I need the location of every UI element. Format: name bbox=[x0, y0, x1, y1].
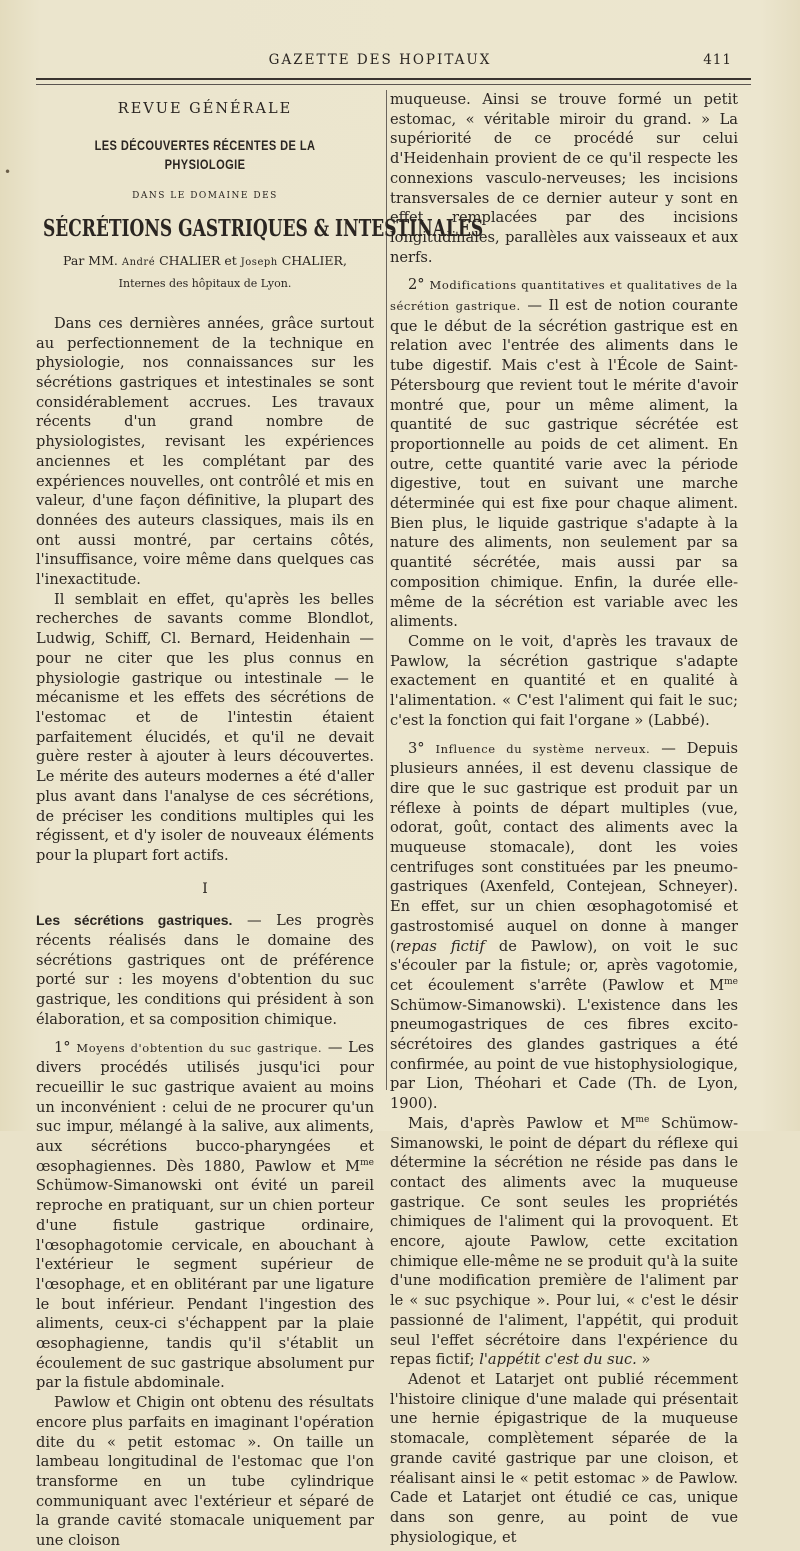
paragraph-body: Mais, d'après Pawlow et M bbox=[408, 1114, 636, 1132]
paragraph: Pawlow et Chigin ont obtenu des résultats encore plus parfaits en imaginant l'opération dite du « petit estomac ». On taille un lambeau longitudinal de l'estomac que l'on transforme en un tube cylindrique communiquant avec l'extérieur et séparé de la grande cavité stomacale uniquement par une cloison bbox=[36, 1394, 374, 1550]
italic-text: repas fictif bbox=[395, 937, 485, 955]
paragraph bbox=[390, 739, 738, 1114]
article-title-line1: LES DÉCOUVERTES RÉCENTES DE LA PHYSIOLOGIE bbox=[94, 137, 316, 173]
superscript: me bbox=[635, 1115, 650, 1125]
author1-first: André bbox=[121, 256, 156, 268]
byline-et: et bbox=[224, 252, 237, 268]
paragraph-body: » bbox=[636, 1351, 651, 1369]
affiliation: Internes des hôpitaux de Lyon. bbox=[118, 277, 292, 291]
paragraph bbox=[36, 911, 374, 1029]
page-header bbox=[0, 52, 800, 72]
paragraph bbox=[36, 1038, 374, 1394]
byline bbox=[36, 251, 374, 273]
paragraph-body: — Les progrès récents réalisés dans le domaine des sécrétions gastriques ont de préférence porté sur : les moyens d'obtention du suc gastrique, les conditions qui président à son élaboration, et sa composition chimique. bbox=[36, 912, 374, 1028]
italic-text: l'appétit c'est du suc. bbox=[479, 1351, 637, 1369]
paragraph: Il semblait en effet, qu'après les belles recherches de savants comme Blondlot, Ludwig, Schiff, Cl. Bernard, Heidenhain — pour ne citer que les plus connus en physiologie gastrique ou intestinale — le mécanisme et les effets des sécrétions de l'estomac et de l'intestin étaient parfaitement élucidés, et qu'il ne devait guère rester à ajouter à leurs découvertes. Le mérite des auteurs modernes a été d'aller plus avant dans l'analyse de ces sécrétions, de préciser les conditions multiples qui les régissent, et d'y isoler de nouveaux éléments pour la plupart fort actifs. bbox=[36, 590, 374, 864]
article-title-line2: DANS LE DOMAINE DES bbox=[132, 191, 278, 202]
paragraph-body: de Pawlow), on voit le suc s'écouler par la fistule; or, après vagotomie, cet écoulement s'arrête (Pawlow et M bbox=[390, 937, 739, 994]
superscript: me bbox=[360, 1157, 374, 1168]
author1-last: CHALIER bbox=[159, 252, 221, 268]
paragraph-heading: Moyens d'obtention du suc gastrique. bbox=[76, 1040, 323, 1055]
paragraph: muqueuse. Ainsi se trouve formé un petit estomac, « véritable miroir du grand. » La supériorité de ce procédé sur celui d'Heidenhain provient de ce qu'il respecte les connexions vasculo-nerveuses; les incisions transversales de ce dernier auteur y sont en effet remplacées par des incisions longitudinales, parallèles aux vaisseaux et aux nerfs. bbox=[390, 91, 738, 266]
margin-mark: • bbox=[4, 165, 12, 179]
header-rule bbox=[36, 78, 751, 80]
running-title: GAZETTE DES HOPITAUX bbox=[268, 52, 492, 68]
paragraph-heading: Influence du système nerveux. bbox=[435, 741, 651, 756]
superscript: me bbox=[724, 977, 738, 988]
section-heading: REVUE GÉNÉRALE bbox=[117, 101, 293, 117]
paragraph-body: — Les divers procédés utilisés jusqu'ici pour recueillir le suc gastrique avaient au moins un inconvénient : celui de ne procurer qu'un suc impur, mélangé à la salive, aux aliments, aux sécrétions bucco-pharyngées et œsophagiennes. Dès 1880, Pawlow et M bbox=[36, 1038, 374, 1175]
author2-first: Joseph bbox=[240, 256, 278, 268]
header-rule-thin bbox=[36, 84, 751, 85]
paragraph bbox=[390, 1114, 738, 1370]
item-number: 3° bbox=[408, 739, 425, 757]
paragraph-body: Schümow-Simanowski, le point de départ du réflexe qui détermine la sécrétion ne réside pas dans le contact des aliments avec la muqueuse gastrique. Ce sont seules les propriétés chimiques de l'aliment qui la provoquent. Et encore, ajoute Pawlow, cette excitation chimique elle-même ne se produit qu'à la suite d'une modification première de l'aliment par le « suc psychique ». Pour lui, « c'est le désir passionné de l'aliment, l'appétit, qui produit seul l'effet sécrétoire dans l'expérience du repas fictif; bbox=[390, 1114, 738, 1369]
paragraph bbox=[390, 275, 738, 632]
paragraph-heading: Modifications quantitatives et qualitatives de la sécrétion gastrique. bbox=[390, 278, 738, 314]
paragraph-heading: Les sécrétions gastriques. bbox=[36, 912, 233, 929]
right-column bbox=[390, 90, 738, 1547]
paragraph-body: — Il est de notion courante que le début de la sécrétion gastrique est en relation avec l'entrée des aliments dans le tube digestif. Mais c'est à l'École de Saint-Pétersbourg que revient tout le mérite d'avoir montré que, pour un même aliment, la quantité de suc gastrique sécrétée est proportionnelle au poids de cet aliment. En outre, cette quantité varie avec la période digestive, tout en suivant une marche déterminée qui est fixe pour chaque aliment. Bien plus, le liquide gastrique s'adapte à la nature des aliments, non seulement par sa quantité sécrétée, mais aussi par sa composition chimique. Enfin, la durée elle-même de la sécrétion est variable avec les aliments. bbox=[390, 297, 738, 631]
paragraph: Dans ces dernières années, grâce surtout au perfectionnement de la technique en physiologie, nos connaissances sur les sécrétions gastriques et intestinales se sont considérablement accrues. Les travaux récents d'un grand nombre de physiologistes, revisant les expériences anciennes et les complétant par des expériences nouvelles, ont contrôlé et mis en valeur, d'une façon définitive, la plupart des données des auteurs classiques, mais ils en ont aussi montré, par certains côtés, l'insuffisance, voire même dans quelques cas l'inexactitude. bbox=[36, 314, 374, 589]
byline-par: Par MM. bbox=[63, 252, 118, 268]
paragraph-body: — Depuis plusieurs années, il est devenu classique de dire que le suc gastrique est produit par un réflexe à points de départ multiples (vue, odorat, goût, contact des aliments avec la muqueuse stomacale), dont les voies centrifuges sont constituées par les pneumo-gastriques (Axenfeld, Contejean, Schneyer). En effet, sur un chien œsophagotomisé et gastrostomisé auquel on donne à manger ( bbox=[390, 739, 738, 955]
roman-numeral-heading: I bbox=[202, 880, 208, 897]
paragraph: Adenot et Latarjet ont publié récemment l'histoire clinique d'une malade qui présentait une hernie épigastrique de la muqueuse stomacale, complètement séparée de la grande cavité gastrique par une cloison, et réalisant ainsi le « petit estomac » de Pawlow. Cade et Latarjet ont étudié ce cas, unique dans son genre, au point de vue physiologique, et bbox=[390, 1371, 738, 1546]
author2-last: CHALIER, bbox=[281, 252, 347, 268]
page-number: 411 bbox=[703, 52, 732, 68]
paragraph-body: Schümow-Simanowski). L'existence dans les pneumogastriques de ces fibres excito-sécrétoires des glandes gastriques a été confirmée, au point de vue histophysiologique, par Lion, Théohari et Cade (Th. de Lyon, 1900). bbox=[390, 996, 738, 1113]
paragraph-body: Schümow-Simanowski ont évité un pareil reproche en pratiquant, sur un chien porteur d'une fistule gastrique ordinaire, l'œsophagotomie cervicale, en abouchant à l'extérieur le segment supérieur de l'œsophage, et en oblitérant par une ligature le bout inférieur. Pendant l'ingestion des aliments, ceux-ci s'échappent par la plaie œsophagienne, tandis qu'il s'établit un écoulement de suc gastrique absolument pur par la fistule abdominale. bbox=[36, 1177, 374, 1392]
article-title-main: SÉCRÉTIONS GASTRIQUES & INTESTINALES bbox=[42, 214, 484, 242]
item-number: 2° bbox=[408, 276, 425, 294]
paragraph: Comme on le voit, d'après les travaux de Pawlow, la sécrétion gastrique s'adapte exactement en quantité et en qualité à l'alimentation. « C'est l'aliment qui fait le suc; c'est la fonction qui fait l'organe » (Labbé). bbox=[390, 632, 738, 729]
item-number: 1° bbox=[54, 1038, 71, 1056]
